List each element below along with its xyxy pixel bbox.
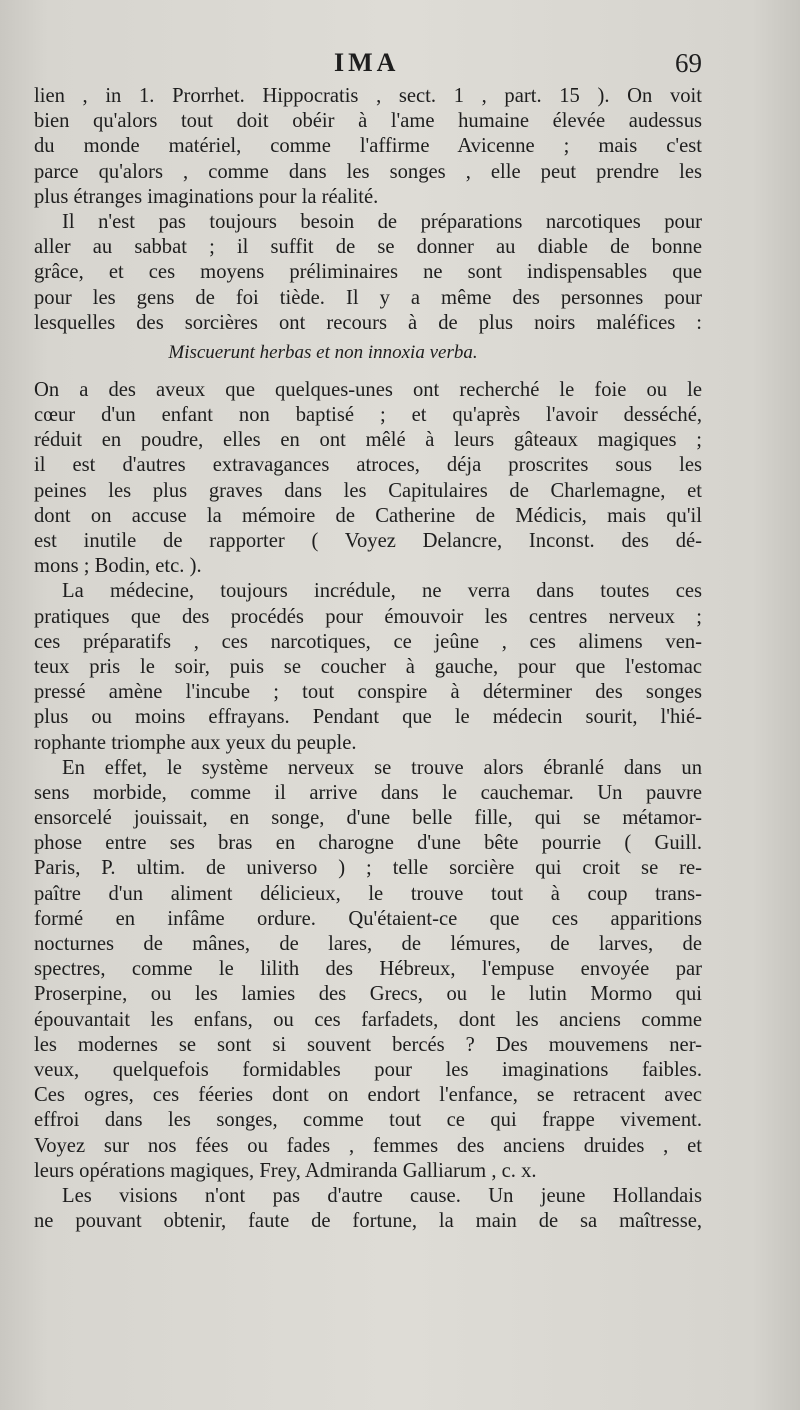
text-line: cœur d'un enfant non baptisé ; et qu'après l'avoir desséché,: [34, 404, 702, 427]
text-line: parce qu'alors , comme dans les songes , elle peut prendre les: [34, 160, 702, 183]
text-line: est inutile de rapporter ( Voyez Delancre, Inconst. des dé-: [34, 530, 702, 552]
text-line: pratiques que des procédés pour émouvoir les centres nerveux ;: [34, 605, 702, 628]
text-line: aller au sabbat ; il suffit de se donner au diable de bonne: [34, 236, 702, 259]
text-line: du monde matériel, comme l'affirme Avicenne ; mais c'est: [34, 135, 702, 158]
text-line: lesquelles des sorcières ont recours à de plus noirs maléfices :: [34, 311, 702, 334]
text-line: Proserpine, ou les lamies des Grecs, ou le lutin Mormo qui: [34, 983, 702, 1006]
text-line: effroi dans les songes, comme tout ce qui frappe vivement.: [34, 1109, 702, 1132]
text-line: spectres, comme le lilith des Hébreux, l'empuse envoyée par: [34, 958, 702, 981]
text-line: il est d'autres extravagances atroces, déja proscrites sous les: [34, 454, 702, 477]
text-line: mons ; Bodin, etc. ).: [34, 555, 202, 578]
text-line: peines les plus graves dans les Capitulaires de Charlemagne, et: [34, 479, 702, 502]
text-line: bien qu'alors tout doit obéir à l'ame humaine élevée audessus: [34, 110, 702, 133]
paragraph-start-line: En effet, le système nerveux se trouve alors ébranlé dans un: [62, 756, 702, 779]
text-line: phose entre ses bras en charogne d'une bête pourrie ( Guill.: [34, 832, 702, 855]
text-line: On a des aveux que quelques-unes ont recherché le foie ou le: [34, 378, 702, 401]
paragraph-start-line: Les visions n'ont pas d'autre cause. Un jeune Hollandais: [62, 1184, 702, 1207]
text-line: nocturnes de mânes, de lares, de lémures, de larves, de: [34, 933, 702, 955]
text-line: lien , in 1. Prorrhet. Hippocratis , sect. 1 , part. 15 ). On voit: [34, 85, 702, 107]
text-line: dont on accuse la mémoire de Catherine de Médicis, mais qu'il: [34, 504, 702, 527]
running-head: [34, 48, 702, 82]
paragraph-start-line: Il n'est pas toujours besoin de préparations narcotiques pour: [62, 210, 702, 233]
spacer: [34, 370, 702, 378]
text-line: teux pris le soir, puis se coucher à gauche, pour que l'estomac: [34, 655, 702, 678]
text-line: Ces ogres, ces féeries dont on endort l'enfance, se retracent avec: [34, 1084, 702, 1107]
text-line: sens morbide, comme il arrive dans le cauchemar. Un pauvre: [34, 781, 702, 804]
text-line: veux, quelquefois formidables pour les imaginations faibles.: [34, 1058, 702, 1081]
text-line: grâce, et ces moyens préliminaires ne sont indispensables que: [34, 261, 702, 284]
text-line: épouvantait les enfans, ou ces farfadets, dont les anciens comme: [34, 1008, 702, 1031]
text-line: pour les gens de foi tiède. Il y a même des personnes pour: [34, 286, 702, 309]
text-line: ensorcelé jouissait, en songe, d'une belle fille, qui se métamor-: [34, 807, 702, 830]
text-line: les modernes se sont si souvent bercés ? Des mouvemens ner-: [34, 1033, 702, 1056]
text-line: paître d'un aliment délicieux, le trouve tout à coup trans-: [34, 882, 702, 905]
running-head-title: IMA: [334, 48, 400, 77]
text-line: pressé amène l'incube ; tout conspire à déterminer des songes: [34, 681, 702, 704]
text-line: formé en infâme ordure. Qu'étaient-ce que ces apparitions: [34, 907, 702, 930]
text-line: plus étranges imaginations pour la réalité.: [34, 185, 379, 208]
paragraph-start-line: La médecine, toujours incrédule, ne verra dans toutes ces: [62, 580, 702, 603]
text-line: réduit en poudre, elles en ont mêlé à leurs gâteaux magiques ;: [34, 429, 702, 452]
text-line: ne pouvant obtenir, faute de fortune, la main de sa maîtresse,: [34, 1210, 702, 1233]
latin-verse-quotation: Miscuerunt herbas et non innoxia verba.: [168, 341, 478, 363]
text-line: ces préparatifs , ces narcotiques, ce jeûne , ces alimens ven-: [34, 630, 702, 653]
text-line: Paris, P. ultim. de universo ) ; telle sorcière qui croit se re-: [34, 857, 702, 880]
text-line: leurs opérations magiques, Frey, Admiranda Galliarum , c. x.: [34, 1159, 537, 1182]
page-number: 69: [675, 48, 702, 78]
text-line: Voyez sur nos fées ou fades , femmes des anciens druides , et: [34, 1134, 702, 1157]
body-text: [34, 84, 702, 1234]
text-line: plus ou moins effrayans. Pendant que le médecin sourit, l'hié-: [34, 706, 702, 729]
text-line: rophante triomphe aux yeux du peuple.: [34, 731, 357, 754]
